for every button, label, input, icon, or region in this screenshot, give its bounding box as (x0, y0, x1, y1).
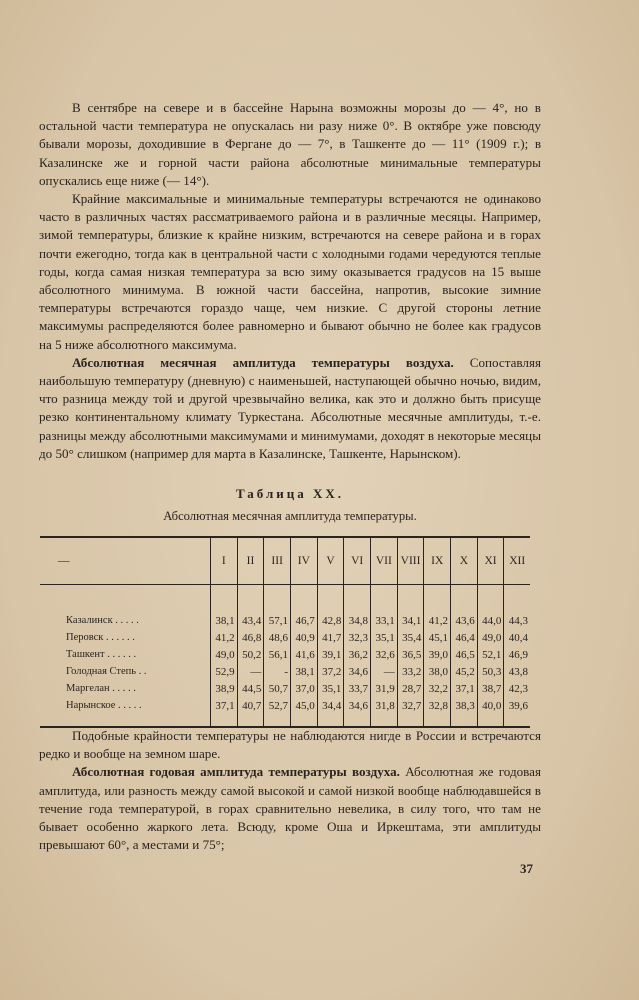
page-number: 37 (520, 861, 533, 876)
amplitude-cell: 42,8 (317, 612, 344, 629)
amplitude-cell: 34,6 (344, 697, 371, 727)
amplitude-cell: 43,6 (451, 612, 478, 629)
amplitude-cell: 48,6 (264, 629, 291, 646)
station-name: Маргелан . . . . . (66, 683, 136, 694)
amplitude-cell: 32,3 (344, 629, 371, 646)
amplitude-cell: 39,1 (317, 646, 344, 663)
table-row (40, 697, 530, 727)
amplitude-cell: 35,1 (371, 629, 398, 646)
amplitude-cell: 34,6 (344, 663, 371, 680)
amplitude-cell: 37,1 (211, 697, 238, 727)
month-header: XII (504, 537, 530, 585)
amplitude-cell: 39,0 (424, 646, 451, 663)
paragraph-monthly-amplitude (39, 354, 541, 463)
station-name: Нарынское . . . . . (66, 700, 142, 711)
amplitude-cell: 56,1 (264, 646, 291, 663)
table-row (40, 629, 530, 646)
amplitude-cell: 36,5 (397, 646, 424, 663)
amplitude-cell: 45,0 (291, 697, 318, 727)
amplitude-cell: 52,9 (211, 663, 238, 680)
amplitude-cell: 50,7 (264, 680, 291, 697)
table-header-row (40, 537, 530, 585)
amplitude-cell: 36,2 (344, 646, 371, 663)
month-header: X (451, 537, 478, 585)
amplitude-cell: 39,6 (504, 697, 530, 727)
amplitude-cell: 33,7 (344, 680, 371, 697)
amplitude-cell: 52,7 (264, 697, 291, 727)
amplitude-cell: — (237, 663, 264, 680)
heading-monthly-amplitude: Абсолютная месячная амплитуда температуры воздуха. (72, 354, 454, 370)
amplitude-cell: 45,1 (424, 629, 451, 646)
amplitude-cell: 40,0 (477, 697, 504, 727)
amplitude-cell: 46,5 (451, 646, 478, 663)
table-body (40, 585, 530, 728)
month-header: VII (371, 537, 398, 585)
month-header: VIII (397, 537, 424, 585)
amplitude-cell: 32,7 (397, 697, 424, 727)
amplitude-cell: 38,1 (291, 663, 318, 680)
amplitude-cell: - (264, 663, 291, 680)
month-header: IX (424, 537, 451, 585)
paragraph-september: В сентябре на севере и в бассейне Нарына возможны морозы до — 4°, но в остальной части температура не опускалась ни разу ниже 0°. В октябре уже повсюду бывали морозы, доходившие в Фергане до — 7°, в Ташкенте до — 11° (1909 г.); в Казалинске же и горной части района абсолютные минимальные температуры опускались еще ниже (— 14°). (39, 100, 541, 188)
text-block-bottom (39, 727, 541, 854)
heading-annual-amplitude: Абсолютная годовая амплитуда температуры воздуха. (72, 764, 400, 780)
annual-amplitude-body: Абсолютная же годовая амплитуда, или разность между самой высокой и самой низкой вообще наблюдавшейся в течение года температурой, в горах сравнительно невелика, в силу того, что там не бывает особенно жаркого лета. Всюду, кроме Оша и Иркештама, эти амплитуды превышают 60°, а местами и 75°; (39, 764, 542, 853)
month-header: I (211, 537, 238, 585)
amplitude-cell: 37,1 (451, 680, 478, 697)
month-header: XI (477, 537, 504, 585)
month-header: II (237, 537, 264, 585)
amplitude-cell: 33,2 (397, 663, 424, 680)
amplitude-cell: 41,2 (211, 629, 238, 646)
amplitude-cell: 49,0 (477, 629, 504, 646)
amplitude-cell: 50,3 (477, 663, 504, 680)
amplitude-cell: 49,0 (211, 646, 238, 663)
amplitude-cell: 45,2 (451, 663, 478, 680)
amplitude-cell: — (371, 663, 398, 680)
month-header: III (264, 537, 291, 585)
amplitude-table (40, 536, 530, 728)
amplitude-cell: 37,2 (317, 663, 344, 680)
station-name: Казалинск . . . . . (66, 615, 139, 626)
amplitude-cell: 44,5 (237, 680, 264, 697)
table-row (40, 680, 530, 697)
monthly-amplitude-body: Сопоставляя наибольшую температуру (дневную) с наименьшей, наступающей обычно ночью, видим, что разница между той и другой чрезвычайно велика, как это и должно быть присуще резко континентальному климату Туркестана. Абсолютные месячные амплитуды, т.-е. разницы между абсолютными максимумами и минимумами, доходят в некоторые месяцы до 50° слишком (например для марта в Казалинске, Ташкенте, Нарынском). (39, 354, 541, 461)
amplitude-cell: 38,9 (211, 680, 238, 697)
table-row (40, 663, 530, 680)
month-header: V (317, 537, 344, 585)
amplitude-cell: 34,1 (397, 612, 424, 629)
amplitude-cell: 50,2 (237, 646, 264, 663)
paragraph-russia: Подобные крайности температуры не наблюдаются нигде в России и встречаются редко и вообще на земном шаре. (39, 728, 541, 762)
amplitude-cell: 46,8 (237, 629, 264, 646)
amplitude-cell: 33,1 (371, 612, 398, 629)
amplitude-cell: 35,1 (317, 680, 344, 697)
table-subtitle: Абсолютная месячная амплитуда температуры. (163, 509, 417, 523)
amplitude-cell: 44,3 (504, 612, 530, 629)
amplitude-cell: 38,7 (477, 680, 504, 697)
table-spacer-row (40, 585, 530, 613)
table-row (40, 646, 530, 663)
station-name: Голодная Степь . . (66, 666, 147, 677)
amplitude-cell: 44,0 (477, 612, 504, 629)
amplitude-cell: 34,4 (317, 697, 344, 727)
amplitude-cell: 46,7 (291, 612, 318, 629)
amplitude-cell: 32,6 (371, 646, 398, 663)
amplitude-cell: 46,4 (451, 629, 478, 646)
amplitude-cell: 43,8 (504, 663, 530, 680)
amplitude-cell: 32,2 (424, 680, 451, 697)
station-name: Ташкент . . . . . . (66, 649, 137, 660)
amplitude-cell: 37,0 (291, 680, 318, 697)
paragraph-annual-amplitude (39, 763, 541, 854)
amplitude-cell: 42,3 (504, 680, 530, 697)
amplitude-cell: 57,1 (264, 612, 291, 629)
amplitude-cell: 40,4 (504, 629, 530, 646)
amplitude-cell: 38,3 (451, 697, 478, 727)
amplitude-cell: 46,9 (504, 646, 530, 663)
paragraph-extremes: Крайние максимальные и минимальные температуры встречаются не одинаково часто в различных частях рассматриваемого района и в различные месяцы. Например, зимой температуры, близкие к крайне низким, встречаются на севере района и в горах почти ежегодно, тогда как в центральной части с холодными годами чередуются теплые годы, когда самая низкая температура за всю зиму оказывается градусов на 15 выше абсолютного минимума. В южной части бассейна, напротив, высокие зимние температуры встречаются гораздо чаще, чем низкие. С другой стороны летние максимумы распределяются более равномерно и бывают обычно не более как градусов на 5 ниже абсолютного максимума. (39, 191, 541, 352)
amplitude-cell: 35,4 (397, 629, 424, 646)
amplitude-cell: 40,7 (237, 697, 264, 727)
amplitude-cell: 31,9 (371, 680, 398, 697)
amplitude-cell: 34,8 (344, 612, 371, 629)
station-name: Перовск . . . . . . (66, 632, 135, 643)
table-corner-cell: — (40, 537, 211, 585)
amplitude-cell: 41,6 (291, 646, 318, 663)
month-header: VI (344, 537, 371, 585)
amplitude-cell: 40,9 (291, 629, 318, 646)
text-block-top (39, 99, 541, 463)
table-title: Таблица XX. (235, 486, 345, 501)
amplitude-cell: 41,7 (317, 629, 344, 646)
amplitude-cell: 38,1 (211, 612, 238, 629)
amplitude-cell: 43,4 (237, 612, 264, 629)
table-row (40, 612, 530, 629)
amplitude-cell: 41,2 (424, 612, 451, 629)
amplitude-cell: 52,1 (477, 646, 504, 663)
amplitude-cell: 38,0 (424, 663, 451, 680)
amplitude-cell: 28,7 (397, 680, 424, 697)
amplitude-cell: 31,8 (371, 697, 398, 727)
month-header: IV (291, 537, 318, 585)
amplitude-cell: 32,8 (424, 697, 451, 727)
